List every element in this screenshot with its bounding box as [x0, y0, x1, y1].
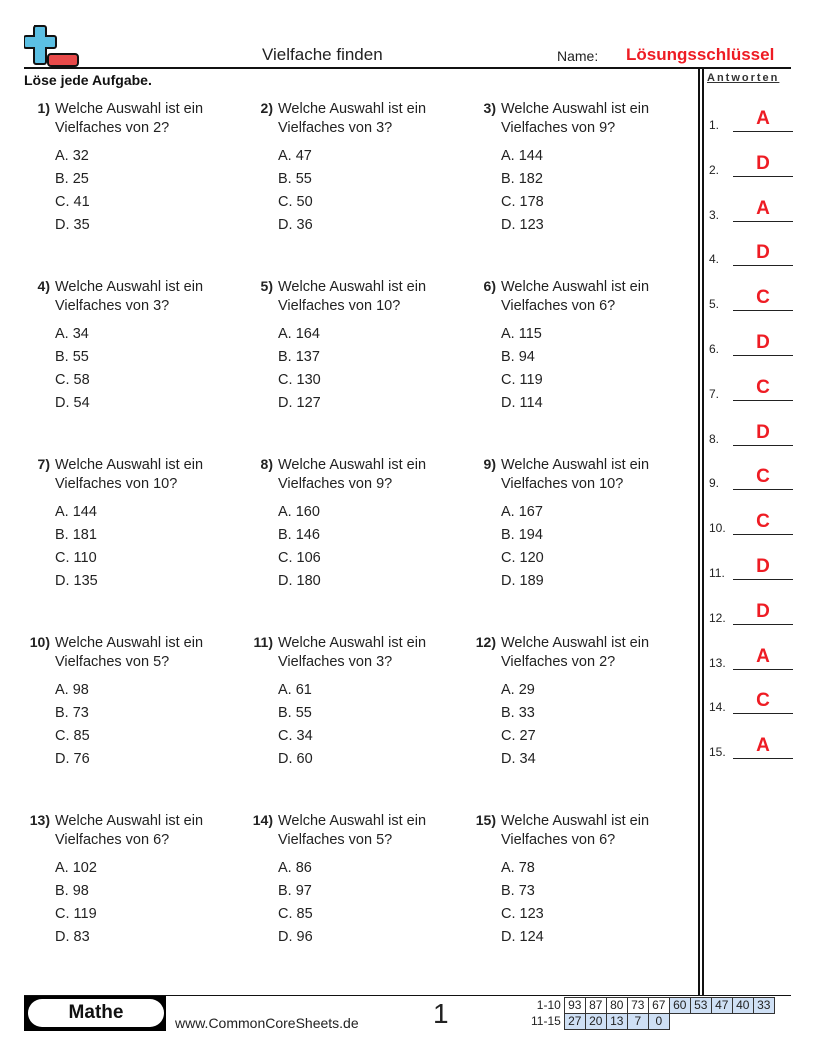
answer-options — [501, 145, 544, 237]
answer-option: C. 106 — [278, 550, 321, 566]
answer-row — [709, 684, 793, 714]
answer-option: A. 115 — [501, 326, 542, 342]
question-text: Welche Auswahl ist ein Vielfaches von 3? — [278, 635, 427, 670]
answer-row — [709, 102, 793, 132]
name-label: Name: — [557, 48, 599, 64]
answer-blank — [733, 221, 793, 222]
score-row-label: 11-15 — [531, 1014, 561, 1028]
answer-value: A — [756, 108, 770, 129]
score-cell: 13 — [606, 1014, 627, 1030]
answer-option: C. 110 — [55, 550, 97, 566]
answer-value: D — [756, 152, 770, 174]
page-number: 1 — [433, 998, 449, 1029]
answer-row — [709, 640, 793, 670]
answer-option: B. 146 — [278, 527, 320, 543]
answer-option: A. 98 — [55, 682, 89, 698]
instructions: Löse jede Aufgabe. — [24, 72, 152, 88]
answer-option: D. 76 — [55, 751, 90, 767]
answer-option: D. 60 — [278, 751, 313, 767]
score-row — [528, 998, 774, 1014]
question-text: Welche Auswahl ist ein Vielfaches von 10? — [55, 457, 204, 492]
answer-number: 1. — [709, 118, 720, 132]
answer-column-divider — [702, 68, 704, 996]
question-number: 1) — [37, 100, 50, 116]
answer-number: 11. — [709, 566, 725, 580]
answer-option: C. 41 — [55, 194, 90, 210]
answer-option: A. 47 — [278, 148, 312, 164]
question-text: Welche Auswahl ist ein Vielfaches von 6? — [501, 279, 650, 314]
answer-option: A. 144 — [501, 148, 543, 164]
answer-option: C. 50 — [278, 194, 313, 210]
answer-option: D. 34 — [501, 751, 536, 767]
answer-options — [55, 145, 90, 237]
answer-value: D — [756, 332, 770, 353]
question-number: 14) — [252, 812, 273, 828]
answer-option: A. 29 — [501, 682, 535, 698]
answer-blank — [733, 579, 793, 580]
question-number: 3) — [483, 100, 496, 116]
answer-options — [278, 679, 313, 771]
answer-option: B. 73 — [501, 883, 535, 899]
plus-minus-logo-icon — [24, 24, 80, 68]
answer-blank — [733, 669, 793, 670]
answer-blank — [733, 758, 793, 759]
answer-blank — [733, 265, 793, 266]
answer-blank — [733, 534, 793, 535]
answer-options — [501, 323, 543, 415]
question-text: Welche Auswahl ist ein Vielfaches von 3? — [278, 101, 427, 136]
question-number: 13) — [29, 812, 50, 828]
question-number: 10) — [29, 634, 50, 650]
score-cell: 7 — [627, 1014, 648, 1030]
answer-row — [709, 147, 793, 177]
answer-column-divider — [698, 68, 700, 996]
answer-option: C. 178 — [501, 194, 544, 210]
answer-option: C. 119 — [501, 372, 543, 388]
answer-blank — [733, 713, 793, 714]
answer-number: 4. — [709, 252, 720, 267]
answer-options — [55, 857, 97, 949]
question-number: 11) — [253, 634, 273, 650]
answer-option: D. 135 — [55, 573, 98, 589]
answer-option: D. 36 — [278, 217, 313, 233]
answer-option: A. 167 — [501, 504, 543, 520]
score-cell: 93 — [564, 998, 585, 1014]
answer-value: C — [756, 511, 770, 533]
score-cell: 60 — [669, 998, 690, 1014]
answer-value: C — [756, 690, 770, 712]
answer-number: 12. — [709, 610, 726, 625]
site-url: www.CommonCoreSheets.de — [175, 1015, 359, 1031]
score-cell: 27 — [564, 1014, 585, 1030]
answer-options — [501, 857, 544, 949]
answer-option: A. 86 — [278, 860, 312, 876]
answer-option: B. 181 — [55, 527, 97, 543]
answer-blank — [733, 445, 793, 446]
answer-blank — [733, 400, 793, 401]
answer-row — [709, 595, 793, 625]
question-number: 9) — [483, 456, 496, 472]
question-number: 7) — [37, 456, 50, 472]
answer-options — [55, 501, 98, 593]
answer-number: 5. — [709, 297, 720, 312]
answer-number: 15. — [709, 745, 726, 760]
answer-option: B. 55 — [278, 705, 312, 721]
question-text: Welche Auswahl ist ein Vielfaches von 2? — [501, 635, 650, 670]
answer-blank — [733, 489, 793, 490]
answer-number: 8. — [709, 431, 720, 446]
question-number: 4) — [37, 278, 50, 294]
answer-value: C — [756, 287, 770, 309]
answer-option: D. 127 — [278, 395, 321, 411]
answer-option: A. 102 — [55, 860, 97, 876]
answer-option: D. 180 — [278, 573, 321, 589]
answer-option: C. 119 — [55, 906, 97, 922]
question-number: 6) — [483, 278, 496, 294]
answers-heading: Antworten — [707, 72, 780, 84]
answer-row — [709, 192, 793, 222]
score-cell: 67 — [648, 998, 669, 1014]
answer-option: C. 58 — [55, 372, 90, 388]
answer-options — [501, 501, 544, 593]
answer-row — [709, 371, 793, 401]
answer-number: 2. — [709, 162, 720, 177]
subject-label: Mathe — [28, 999, 164, 1027]
answer-option: C. 123 — [501, 906, 544, 922]
answer-options — [501, 679, 536, 771]
score-cell: 73 — [627, 998, 648, 1014]
score-cell: 40 — [732, 998, 753, 1014]
answer-option: D. 96 — [278, 929, 313, 945]
answer-option: B. 25 — [55, 171, 89, 187]
answer-number: 10. — [709, 521, 726, 536]
answer-row — [709, 236, 793, 266]
answer-option: A. 34 — [55, 326, 89, 342]
answer-option: A. 164 — [278, 326, 320, 342]
score-cell: 80 — [606, 998, 627, 1014]
name-value: Lösungsschlüssel — [626, 45, 775, 64]
answer-option: B. 182 — [501, 171, 543, 187]
subject-badge — [24, 996, 166, 1031]
answer-option: B. 55 — [278, 171, 312, 187]
header-divider — [24, 67, 791, 69]
answer-option: A. 32 — [55, 148, 89, 164]
question-text: Welche Auswahl ist ein Vielfaches von 10? — [278, 279, 427, 314]
answer-option: B. 55 — [55, 349, 89, 365]
answer-option: D. 123 — [501, 217, 544, 233]
answer-value: A — [756, 645, 770, 667]
answer-number: 13. — [709, 655, 726, 670]
answer-row — [709, 729, 793, 759]
score-row-label: 1-10 — [536, 998, 561, 1012]
score-cell: 20 — [585, 1014, 606, 1030]
answer-options — [278, 323, 321, 415]
question-text: Welche Auswahl ist ein Vielfaches von 10? — [501, 457, 650, 492]
answer-number: 3. — [709, 207, 720, 222]
answer-option: A. 78 — [501, 860, 535, 876]
answer-value: D — [756, 421, 770, 443]
answer-row — [709, 281, 793, 311]
question-text: Welche Auswahl ist ein Vielfaches von 5? — [278, 813, 427, 848]
question-text: Welche Auswahl ist ein Vielfaches von 6? — [55, 813, 204, 848]
answer-blank — [733, 355, 793, 356]
score-cell: 0 — [648, 1014, 669, 1030]
worksheet-title: Vielfache finden — [262, 45, 383, 64]
answer-options — [278, 145, 313, 237]
score-cell: 53 — [690, 998, 711, 1014]
question-text: Welche Auswahl ist ein Vielfaches von 6? — [501, 813, 650, 848]
question-number: 12) — [475, 634, 496, 650]
answer-option: D. 54 — [55, 395, 90, 411]
question-number: 2) — [260, 100, 273, 116]
answer-option: A. 160 — [278, 504, 320, 520]
answer-options — [55, 679, 90, 771]
answer-blank — [733, 624, 793, 625]
score-cell: 47 — [711, 998, 732, 1014]
answer-option: B. 98 — [55, 883, 89, 899]
answer-option: C. 34 — [278, 728, 313, 744]
answer-number: 14. — [709, 700, 726, 715]
score-table — [528, 997, 775, 1030]
answer-option: D. 83 — [55, 929, 90, 945]
answer-option: C. 27 — [501, 728, 536, 744]
answer-option: B. 73 — [55, 705, 89, 721]
score-cell: 33 — [753, 998, 774, 1014]
answer-row — [709, 505, 793, 535]
answer-option: C. 85 — [55, 728, 90, 744]
answer-option: B. 94 — [501, 349, 535, 365]
score-cell: 87 — [585, 998, 606, 1014]
answer-value: D — [756, 600, 770, 622]
answer-option: C. 130 — [278, 372, 321, 388]
answer-row — [709, 460, 793, 490]
question-number: 8) — [260, 456, 273, 472]
question-text: Welche Auswahl ist ein Vielfaches von 2? — [55, 101, 204, 136]
answer-value: D — [756, 242, 770, 264]
question-text: Welche Auswahl ist ein Vielfaches von 5? — [55, 635, 204, 670]
score-row — [528, 1014, 774, 1030]
answer-value: C — [756, 376, 770, 398]
answer-options — [55, 323, 90, 415]
answer-blank — [733, 131, 793, 132]
answer-row — [709, 550, 793, 580]
answer-value: A — [756, 197, 770, 219]
answer-option: B. 97 — [278, 883, 312, 899]
question-text: Welche Auswahl ist ein Vielfaches von 3? — [55, 279, 204, 314]
answer-option: A. 144 — [55, 504, 97, 520]
answer-value: A — [756, 735, 770, 757]
answer-option: B. 33 — [501, 705, 535, 721]
answer-value: C — [756, 466, 770, 488]
answer-option: C. 85 — [278, 906, 313, 922]
answer-option: C. 120 — [501, 550, 544, 566]
answer-option: D. 35 — [55, 217, 90, 233]
question-number: 15) — [475, 812, 496, 828]
answer-number: 6. — [709, 342, 720, 356]
answer-row — [709, 326, 793, 356]
answer-option: D. 189 — [501, 573, 544, 589]
answer-number: 9. — [709, 476, 720, 491]
answer-option: D. 114 — [501, 395, 543, 411]
question-text: Welche Auswahl ist ein Vielfaches von 9? — [501, 101, 650, 136]
answer-options — [278, 501, 321, 593]
answer-option: D. 124 — [501, 929, 544, 945]
answer-blank — [733, 310, 793, 311]
question-text: Welche Auswahl ist ein Vielfaches von 9? — [278, 457, 427, 492]
question-number: 5) — [260, 278, 273, 294]
answer-option: B. 194 — [501, 527, 543, 543]
answer-row — [709, 416, 793, 446]
answer-option: A. 61 — [278, 682, 312, 698]
answer-option: B. 137 — [278, 349, 320, 365]
answer-number: 7. — [709, 386, 720, 401]
answer-options — [278, 857, 313, 949]
answer-blank — [733, 176, 793, 177]
answer-value: D — [756, 556, 770, 577]
